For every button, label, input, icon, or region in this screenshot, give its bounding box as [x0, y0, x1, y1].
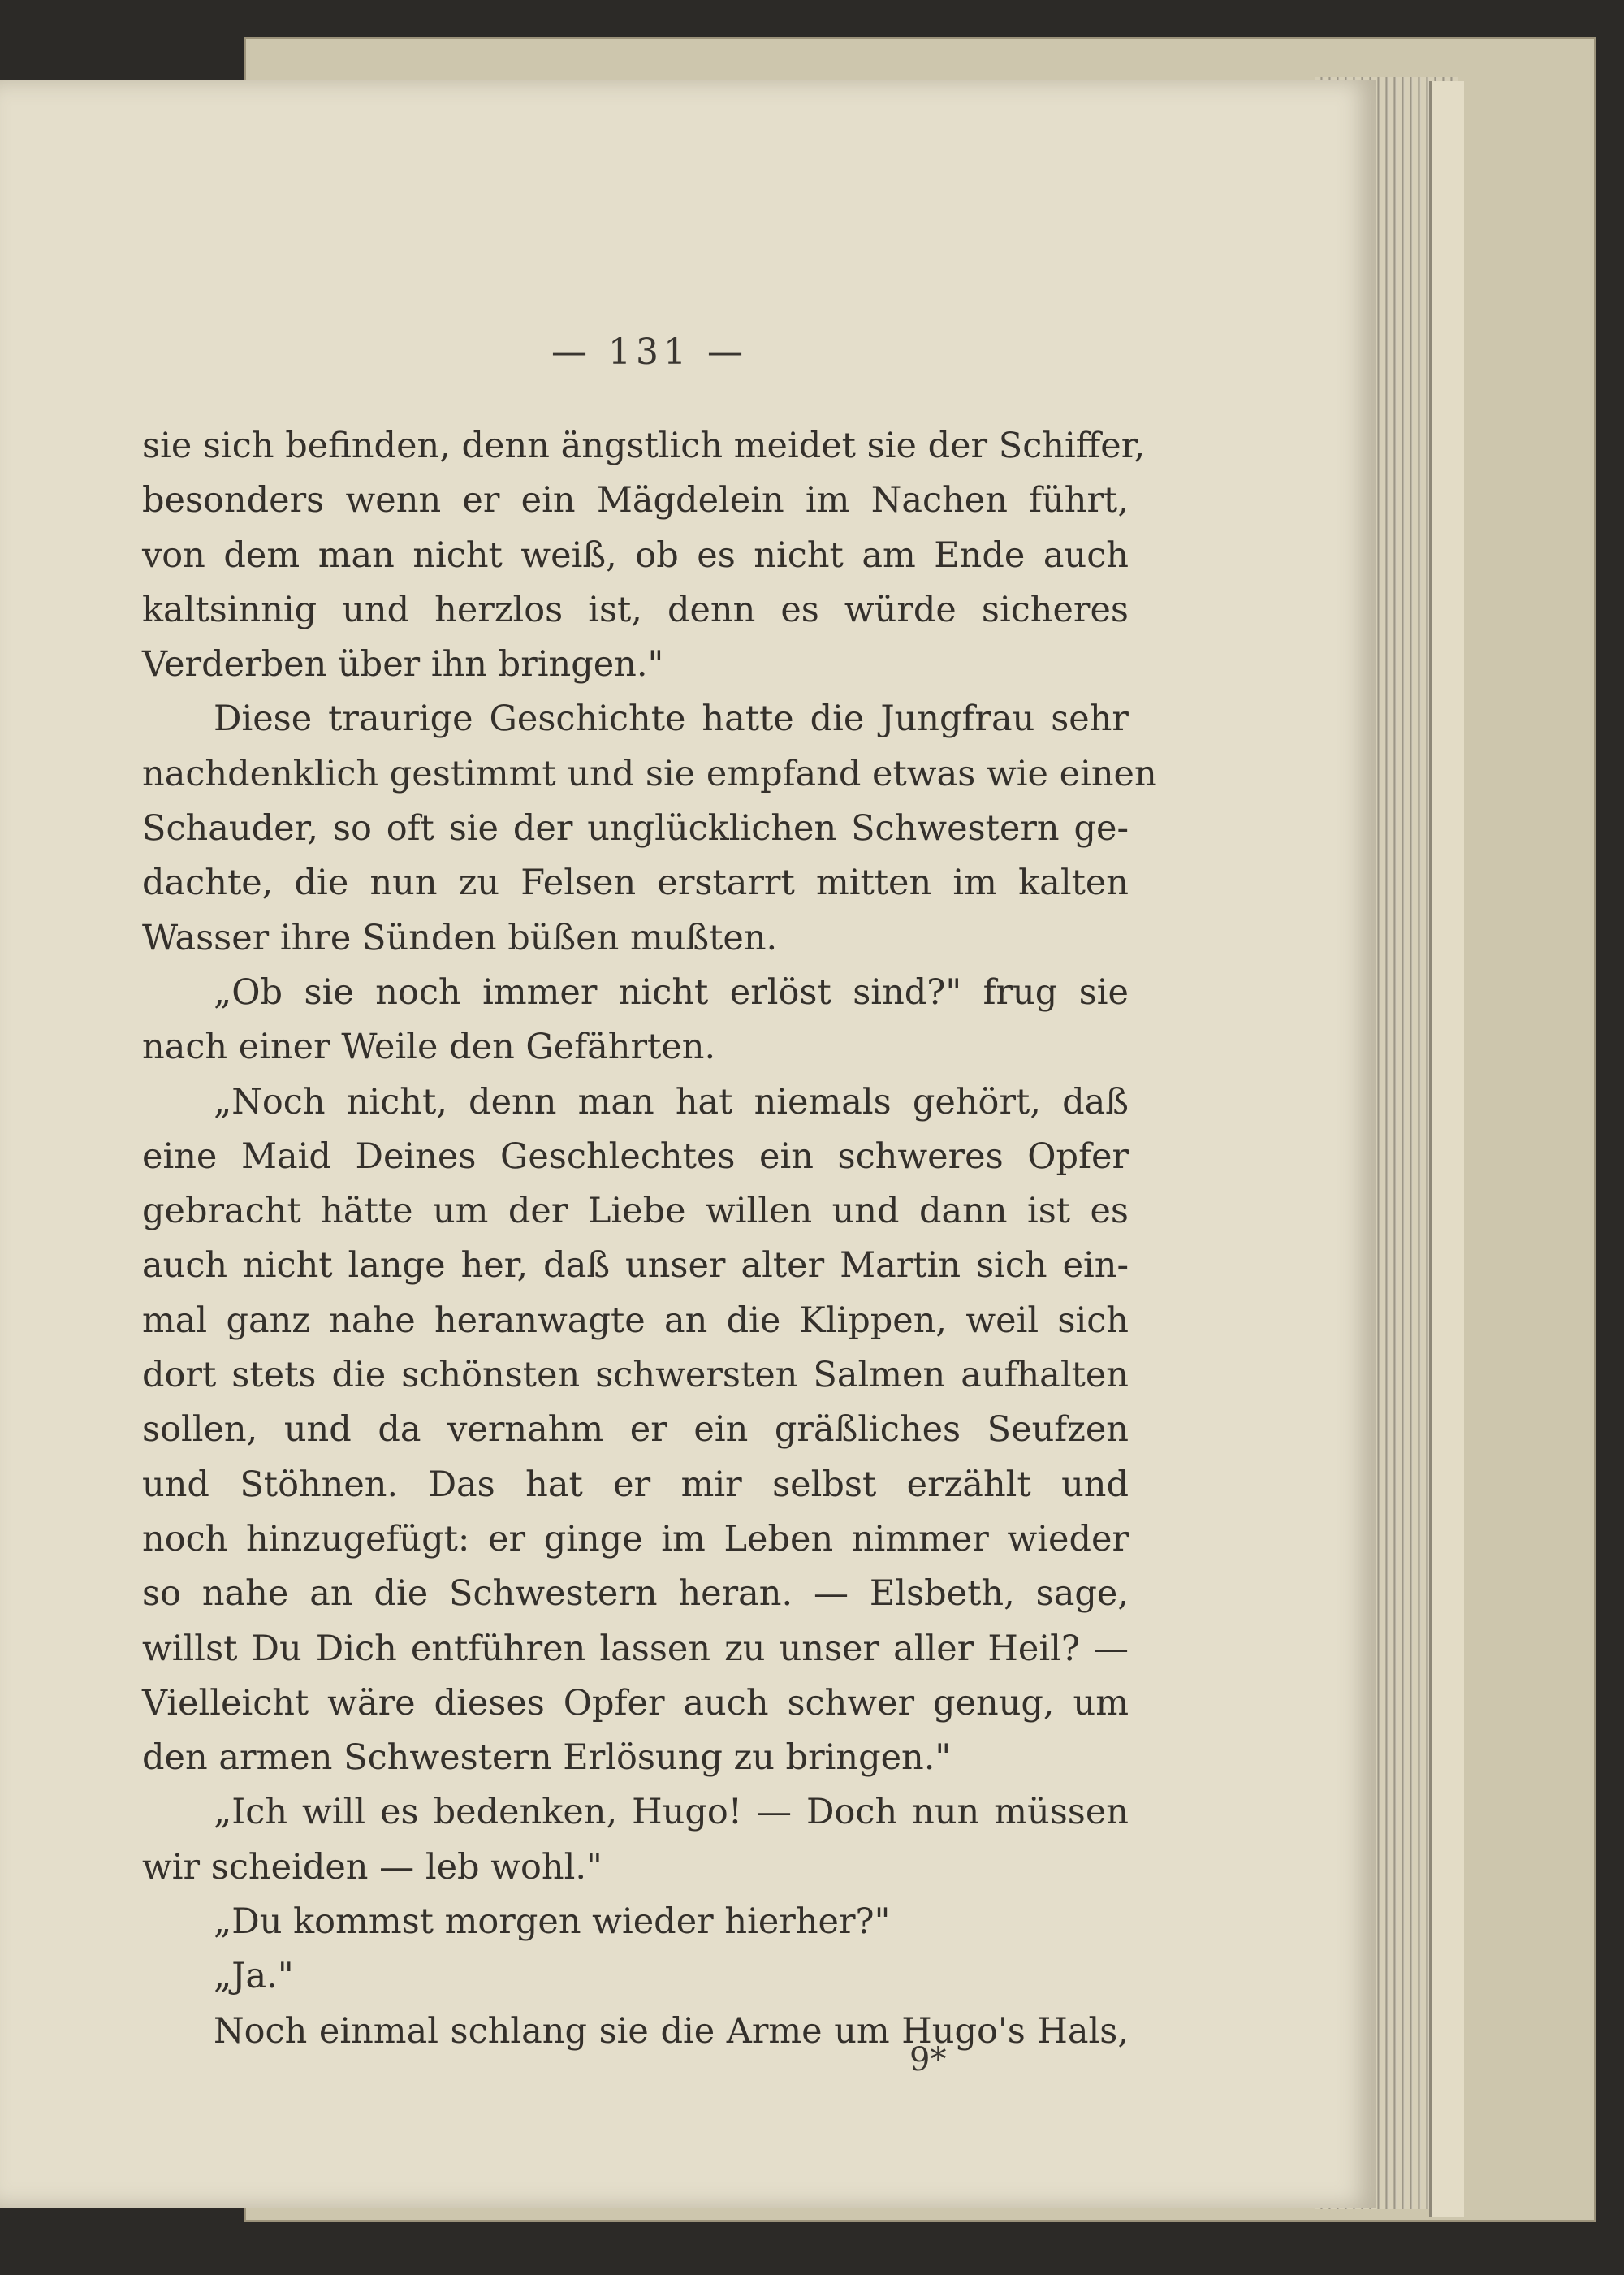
text-line: auch nicht lange her, daß unser alter Martin sich ein- [142, 1245, 1129, 1287]
text-line: dachte, die nun zu Felsen erstarrt mitten im kalten [142, 863, 1129, 904]
text-line: willst Du Dich entführen lassen zu unser aller Heil? — [142, 1628, 1129, 1669]
text-line: „Ich will es bedenken, Hugo! — Doch nun müssen [214, 1792, 1129, 1833]
text-line: und Stöhnen. Das hat er mir selbst erzählt und [142, 1464, 1129, 1505]
text-line: Vielleicht wäre dieses Opfer auch schwer genug, um [142, 1682, 1129, 1724]
text-line: noch hinzugefügt: er ginge im Leben nimmer wieder [142, 1518, 1129, 1559]
text-line: sie sich befinden, denn ängstlich meidet sie der Schiffer, [142, 426, 1146, 466]
text-line: so nahe an die Schwestern heran. — Elsbeth, sage, [142, 1573, 1129, 1615]
text-line: „Ob sie noch immer nicht erlöst sind?" frug sie [214, 971, 1129, 1013]
text-line: nach einer Weile den Gefährten. [142, 1027, 716, 1068]
text-line: kaltsinnig und herzlos ist, denn es würde sicheres [142, 589, 1129, 630]
book-page [0, 80, 1376, 2208]
text-line: Noch einmal schlang sie die Arme um Hugo's Hals, [214, 2010, 1129, 2052]
text-line: eine Maid Deines Geschlechtes ein schweres Opfer [142, 1135, 1129, 1177]
text-line: „Du kommst morgen wieder hierher?" [214, 1901, 891, 1943]
page-number: — 131 — [551, 331, 748, 373]
text-line: besonders wenn er ein Mägdelein im Nachen führt, [142, 480, 1129, 521]
text-line: Schauder, so oft sie der unglücklichen Schwestern ge- [142, 808, 1129, 850]
text-line: „Noch nicht, denn man hat niemals gehört, daß [214, 1081, 1129, 1122]
text-line: gebracht hätte um der Liebe willen und dann ist es [142, 1191, 1129, 1232]
text-line: dort stets die schönsten schwersten Salmen aufhalten [142, 1355, 1129, 1396]
text-line: „Ja." [214, 1956, 294, 1997]
cover-flap [1429, 81, 1464, 2217]
text-line: Verderben über ihn bringen." [142, 644, 664, 686]
text-line: nachdenklich gestimmt und sie empfand etwas wie einen [142, 753, 1157, 794]
signature-mark: 9* [909, 2041, 947, 2078]
text-line: Diese traurige Geschichte hatte die Jungfrau sehr [214, 699, 1129, 740]
text-line: von dem man nicht weiß, ob es nicht am Ende auch [142, 534, 1129, 576]
text-line: mal ganz nahe heranwagte an die Klippen, weil sich [142, 1300, 1129, 1341]
text-line: den armen Schwestern Erlösung zu bringen." [142, 1737, 952, 1779]
text-line: Wasser ihre Sünden büßen mußten. [142, 917, 778, 958]
page-text [142, 419, 1157, 2059]
text-line: sollen, und da vernahm er ein gräßliches Seufzen [142, 1409, 1129, 1451]
text-line: wir scheiden — leb wohl." [142, 1846, 603, 1888]
